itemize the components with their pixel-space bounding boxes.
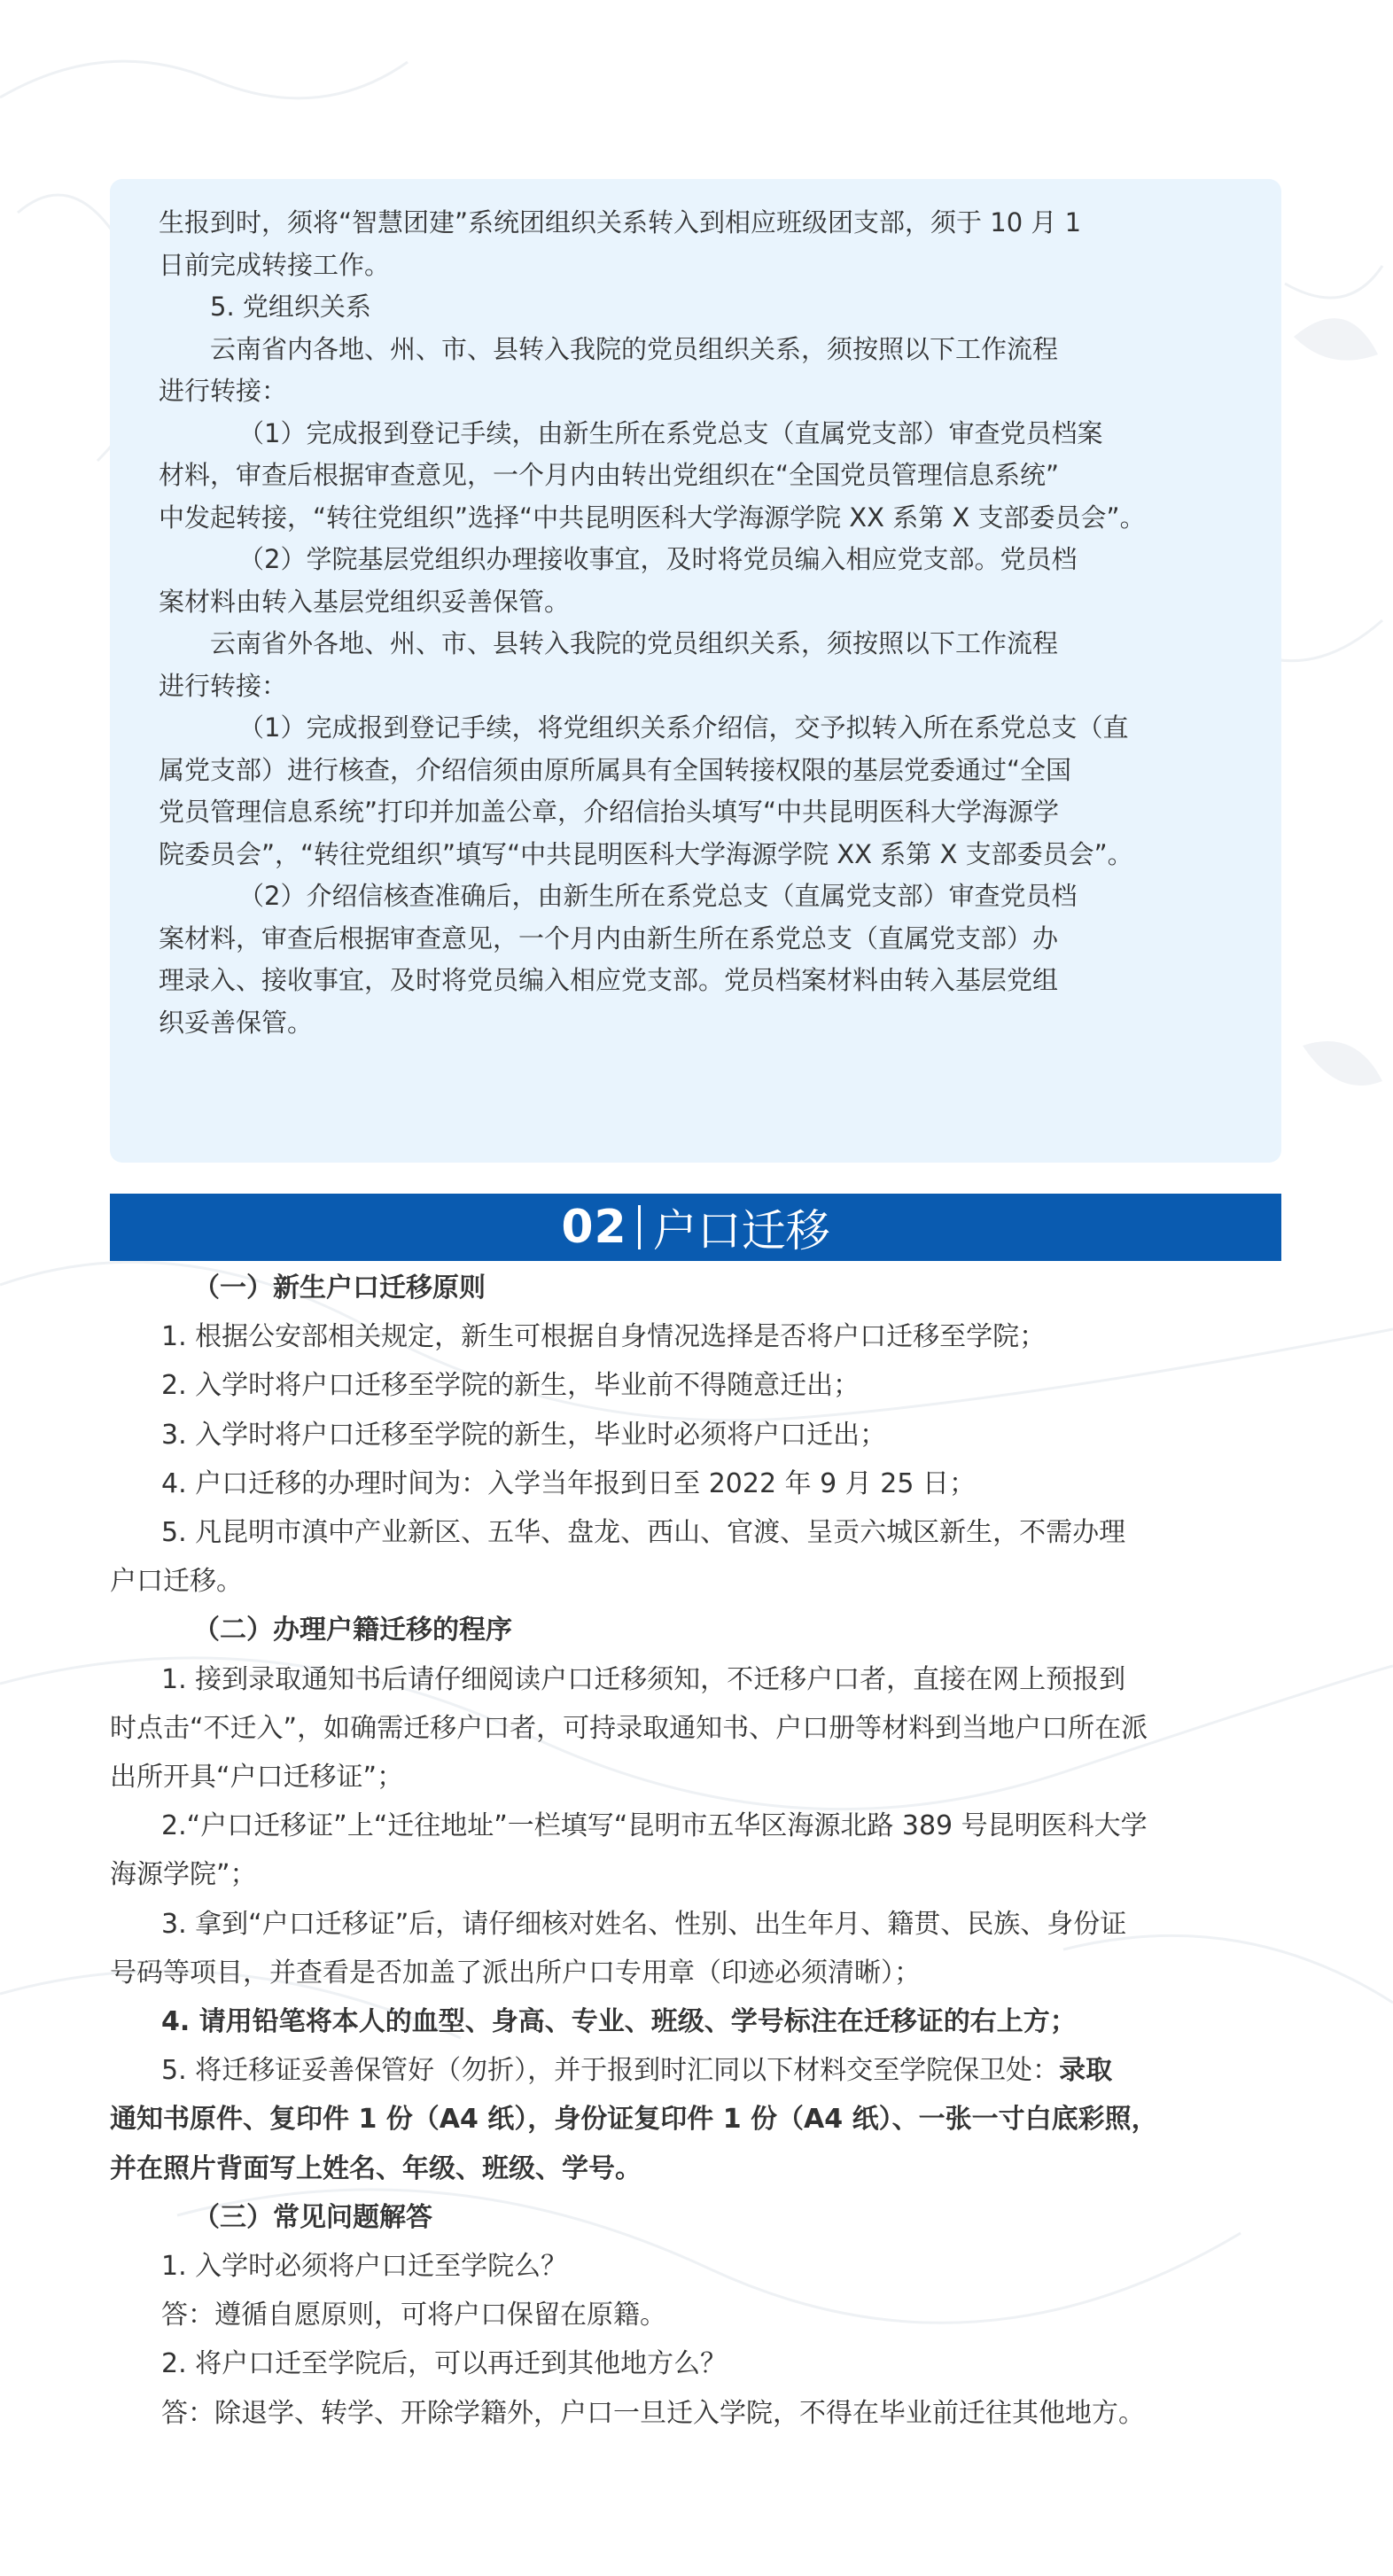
box-line: 理录入、接收事宜，及时将党员编入相应党支部。党员档案材料由转入基层党组 bbox=[159, 965, 1059, 995]
content-line-bold: 通知书原件、复印件 1 份（A4 纸），身份证复印件 1 份（A4 纸）、一张一寸白底彩照， bbox=[110, 2104, 1158, 2136]
content-line-mixed bbox=[110, 2046, 1288, 2095]
box-line: 进行转接： bbox=[159, 376, 288, 406]
content-line: 海源学院”； bbox=[110, 1859, 257, 1891]
content-line: 2.“户口迁移证”上“迁往地址”一栏填写“昆明市五华区海源北路 389 号昆明医科大学 bbox=[161, 1810, 1148, 1842]
content-line: 5. 凡昆明市滇中产业新区、五华、盘龙、西山、官渡、呈贡六城区新生，不需办理 bbox=[161, 1517, 1126, 1549]
section-title: 户口迁移 bbox=[652, 1205, 830, 1257]
section-heading-bar bbox=[110, 1194, 1281, 1261]
faq-question: 1. 入学时必须将户口迁至学院么？ bbox=[161, 2251, 568, 2283]
box-line: 党员管理信息系统”打印并加盖公章，介绍信抬头填写“中共昆明医科大学海源学 bbox=[159, 797, 1060, 827]
content-line: 2. 入学时将户口迁移至学院的新生，毕业前不得随意迁出； bbox=[161, 1370, 860, 1402]
content-line-bold: 4. 请用铅笔将本人的血型、身高、专业、班级、学号标注在迁移证的右上方； bbox=[161, 2006, 1077, 2038]
content-line-bold: 并在照片背面写上姓名、年级、班级、学号。 bbox=[110, 2152, 642, 2184]
box-line: 案材料由转入基层党组织妥善保管。 bbox=[159, 586, 571, 617]
box-line: 织妥善保管。 bbox=[159, 1007, 314, 1038]
box-line: 进行转接： bbox=[159, 670, 288, 701]
content-line: 户口迁移。 bbox=[110, 1566, 243, 1598]
subsection-title: （一）新生户口迁移原则 bbox=[193, 1272, 486, 1304]
content-line: 时点击“不迁入”，如确需迁移户口者，可持录取通知书、户口册等材料到当地户口所在派 bbox=[110, 1712, 1148, 1744]
section-number: 02 bbox=[561, 1201, 627, 1254]
faq-answer: 答：除退学、转学、开除学籍外，户口一旦迁入学院，不得在毕业前迁往其他地方。 bbox=[161, 2397, 1145, 2429]
box-line: 生报到时，须将“智慧团建”系统团组织关系转入到相应班级团支部，须于 10 月 1 bbox=[159, 207, 1082, 237]
faq-question: 2. 将户口迁至学院后，可以再迁到其他地方么？ bbox=[161, 2348, 728, 2380]
subsection-title: （二）办理户籍迁移的程序 bbox=[193, 1615, 512, 1646]
party-relations-box bbox=[110, 179, 1281, 1163]
box-line: 属党支部）进行核查，介绍信须由原所属具有全国转接权限的基层党委通过“全国 bbox=[159, 754, 1072, 785]
box-line: 材料，审查后根据审查意见，一个月内由转出党组织在“全国党员管理信息系统” bbox=[159, 460, 1060, 490]
content-line: 出所开具“户口迁移证”； bbox=[110, 1762, 404, 1794]
faq-answer: 答：遵循自愿原则，可将户口保留在原籍。 bbox=[161, 2300, 666, 2331]
box-line: （2）学院基层党组织办理接收事宜，及时将党员编入相应党支部。党员档 bbox=[238, 544, 1078, 574]
content-line: 1. 接到录取通知书后请仔细阅读户口迁移须知，不迁移户口者，直接在网上预报到 bbox=[161, 1663, 1126, 1695]
box-line: 院委员会”，“转往党组织”填写“中共昆明医科大学海源学院 XX 系第 X 支部委员会”。 bbox=[159, 838, 1133, 869]
box-line: 云南省外各地、州、市、县转入我院的党员组织关系，须按照以下工作流程 bbox=[210, 628, 1059, 658]
box-line: 云南省内各地、州、市、县转入我院的党员组织关系，须按照以下工作流程 bbox=[210, 333, 1059, 364]
box-line: 5. 党组织关系 bbox=[210, 292, 371, 322]
box-line: 日前完成转接工作。 bbox=[159, 249, 391, 280]
heading-divider bbox=[638, 1205, 641, 1249]
content-line: 3. 入学时将户口迁移至学院的新生，毕业时必须将户口迁出； bbox=[161, 1419, 887, 1451]
box-line: 中发起转接，“转往党组织”选择“中共昆明医科大学海源学院 XX 系第 X 支部委员会”。 bbox=[159, 502, 1146, 533]
box-line: 案材料，审查后根据审查意见，一个月内由新生所在系党总支（直属党支部）办 bbox=[159, 922, 1059, 953]
content-text: 5. 将迁移证妥善保管好（勿折），并于报到时汇同以下材料交至学院保卫处： bbox=[161, 2055, 1060, 2087]
box-line: （2）介绍信核查准确后，由新生所在系党总支（直属党支部）审查党员档 bbox=[238, 881, 1078, 911]
box-line: （1）完成报到登记手续，将党组织关系介绍信，交予拟转入所在系党总支（直 bbox=[238, 712, 1129, 743]
household-migration-content bbox=[110, 1264, 1288, 2438]
content-line: 3. 拿到“户口迁移证”后，请仔细核对姓名、性别、出生年月、籍贯、民族、身份证 bbox=[161, 1908, 1127, 1940]
box-line: （1）完成报到登记手续，由新生所在系党总支（直属党支部）审查党员档案 bbox=[238, 417, 1103, 448]
content-line: 1. 根据公安部相关规定，新生可根据自身情况选择是否将户口迁移至学院； bbox=[161, 1321, 1047, 1353]
subsection-title: （三）常见问题解答 bbox=[193, 2201, 432, 2233]
content-line: 4. 户口迁移的办理时间为：入学当年报到日至 2022 年 9 月 25 日； bbox=[161, 1467, 976, 1499]
content-line: 号码等项目，并查看是否加盖了派出所户口专用章（印迹必须清晰）； bbox=[110, 1957, 921, 1988]
content-text-bold: 录取 bbox=[1059, 2055, 1113, 2087]
